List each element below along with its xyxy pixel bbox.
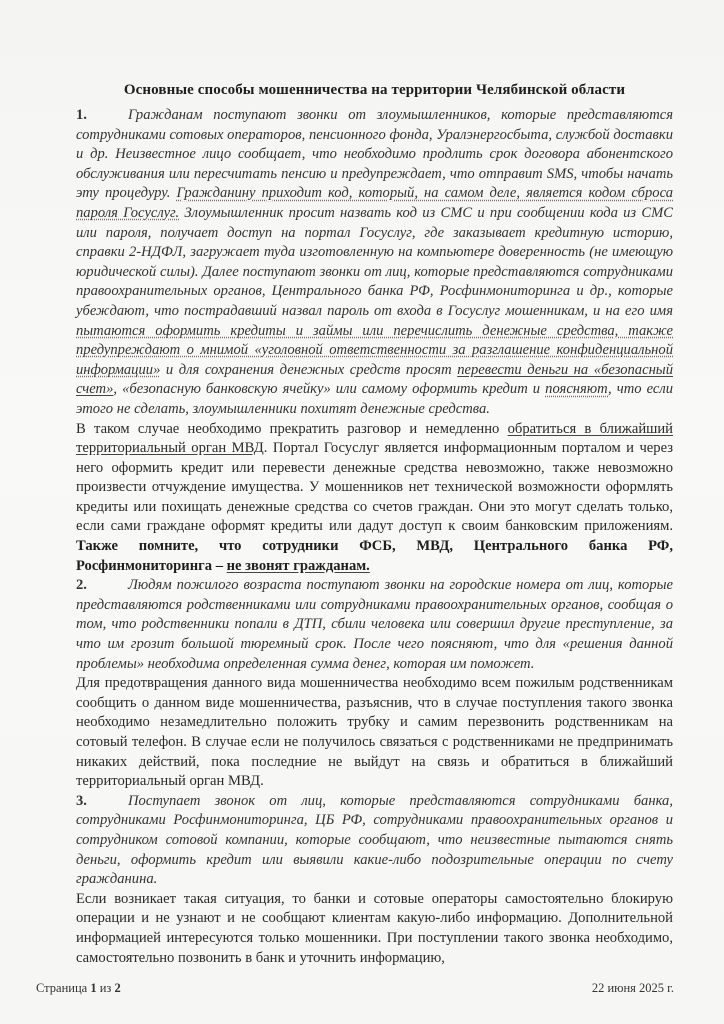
section-1-paragraph-2 <box>76 420 673 577</box>
text-run: Людям пожилого возраста поступают звонки на городские номера от лиц, которые представляются родственниками или сотрудниками правоохранительных органов, сообщая о том, что родственники попали в ДТП, сбили человека или совершил другие преступление, за что им грозит большой тюремный срок. После чего поясняют, что для «решения данной проблемы» необходима определенная сумма денег, которая им поможет. <box>76 577 673 672</box>
page-footer <box>36 981 680 996</box>
document-title: Основные способы мошенничества на территории Челябинской области <box>123 82 626 98</box>
underlined-text: поясняют <box>545 381 609 398</box>
page-number <box>36 981 121 996</box>
page-label: Страница <box>36 981 88 995</box>
text-run: В таком случае необходимо прекратить разговор и немедленно <box>76 420 508 437</box>
page-total: 2 <box>114 981 121 995</box>
text-run: Злоумышленник просит назвать код из СМС и при сообщении кода из СМС или пароля, получает доступ на портал Госуслуг, где заказывает кредитную историю, справки 2-НДФЛ, загружает туда изготовленную на компьютере доверенность (не имеющую юридической силы). Далее поступают звонки от лиц, которые представляются сотрудниками правоохранительных органов, Центрального банка РФ, Росфинмониторинга и др., которые убеждают, что пострадавший назвал пароль от входа в Госуслуг мошенникам, и на его имя <box>76 204 673 319</box>
text-run: , «безопасную банковскую ячейку» или самому оформить кредит и <box>113 381 546 398</box>
text-run: и для сохранения денежных средств просят <box>160 361 458 378</box>
text-run: Гражданам поступают звонки от злоумышленников, которые представляются сотрудниками сотовых операторов, пенсионного фонда, Уралэнергосбыта, службой доставки и др. Неизвестное лицо сообщает, что необходимо продлить срок договора абонентского обслуживания или пересчитать пенсию и предупреждает, что отправит SMS, чтобы начать эту процедуру. <box>76 107 673 202</box>
document-body <box>76 80 673 968</box>
text-run: Поступает звонок от лиц, которые представляются сотрудниками банка, сотрудниками Росфинмониторинга, ЦБ РФ, сотрудниками правоохранительных органов и сотрудником сотовой компании, которые сообщают, что неизвестные пытаются снять деньги, оформить кредит или выявили какие-либо подозрительные операции по счету гражданина. <box>76 792 673 888</box>
section-3-number: 3. <box>76 792 87 809</box>
section-3-paragraph-2: Если возникает такая ситуация, то банки и сотовые операторы самостоятельно блокирую операции и не узнают и не сообщают клиентам какую-либо информацию. Дополнительной информацией интересуются только мошенники. При поступлении такого звонка необходимо, самостоятельно позвонить в банк и уточнить информацию, <box>76 890 673 966</box>
underlined-text: обратиться в ближайший территориальный орган МВД <box>76 420 673 457</box>
page-current: 1 <box>90 981 97 995</box>
bold-warning: Также помните, что сотрудники ФСБ, МВД, Центрального банка РФ, Росфинмониторинга – <box>76 538 673 574</box>
section-1-number: 1. <box>76 107 87 123</box>
document-date: 22 июня 2025 г. <box>591 981 674 995</box>
section-3-paragraph-1 <box>76 792 673 890</box>
section-1-paragraph-1 <box>76 106 673 420</box>
section-2-paragraph-2: Для предотвращения данного вида мошенничества необходимо всем пожилым родственникам сообщить о данном виде мошенничества, разъяснив, что в случае поступления такого звонка необходимо незамедлительно положить трубку и самим перезвонить родственникам на сотовый телефон. В случае если не получилось связаться с родственниками не предпринимать никаких действий, пока последние не выйдут на связь и обратиться в ближайший территориальный орган МВД. <box>76 675 673 790</box>
bold-underlined-warning: не звонят гражданам. <box>226 557 370 574</box>
text-run: . Портал Госуслуг является информационным порталом и через него оформить кредит или перевести денежные средства невозможно, также невозможно произвести отчуждение имущества. У мошенников нет технической возможности оформлять кредиты или похищать денежные средства со счетов граждан. Они это могут сделать только, если сами граждане оформят кредиты или дадут доступ к своим банковским приложениям. <box>76 440 673 535</box>
section-2-number: 2. <box>76 577 87 594</box>
underlined-text: Гражданину приходит код, который, на самом деле, является кодом сброса пароля Госуслуг. <box>76 185 673 221</box>
underlined-text: перевести деньги на «безопасный счет» <box>76 361 673 398</box>
text-run: , что если этого не сделать, злоумышленники похитят денежные средства. <box>76 381 674 417</box>
page-of: из <box>99 981 112 995</box>
section-2-paragraph-1 <box>76 576 673 674</box>
underlined-text: пытаются оформить кредиты и займы или перечислить денежные средства, также предупреждают о мнимой «уголовной ответственности за разглашение конфиденциальной информации» <box>76 322 673 378</box>
